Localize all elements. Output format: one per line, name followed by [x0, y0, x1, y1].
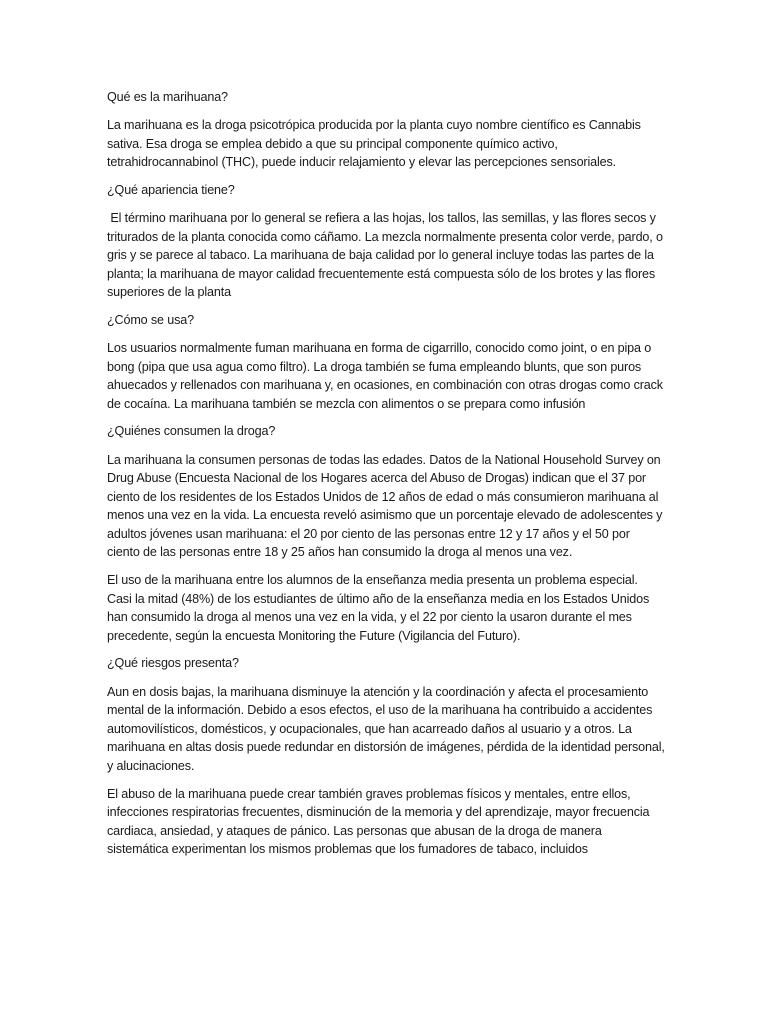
section-heading-quienes-consumen: ¿Quiénes consumen la droga? [107, 424, 276, 439]
section-heading-que-es: Qué es la marihuana? [107, 90, 228, 104]
paragraph-ensenanza-media: El uso de la marihuana entre los alumnos de la enseñanza media presenta un problema especial. Casi la mitad (48%) de los estudiantes de último año de la enseñanza media en los Estados Unidos han consumido la droga al menos una vez en la vida, y el 22 por ciento la usaron durante el mes precedente, según la encuesta Monitoring the Future (Vigilancia del Futuro). [107, 573, 650, 643]
paragraph-definicion: La marihuana es la droga psicotrópica producida por la planta cuyo nombre científico es Cannabis sativa. Esa droga se emplea debido a que su principal componente químico activo, tetrahidrocannabinol (THC), puede inducir relajamiento y elevar las percepciones sensoriales. [107, 118, 641, 170]
section-heading-como-se-usa: ¿Cómo se usa? [107, 312, 194, 327]
paragraph-riesgos-abuso: El abuso de la marihuana puede crear también graves problemas físicos y mentales, entre ellos, infecciones respiratorias frecuentes, disminución de la memoria y del aprendizaje, mayor frecuencia cardiaca, ansiedad, y ataques de pánico. Las personas que abusan de la droga de manera sistemática experimentan los mismos problemas que los fumadores de tabaco, incluidos [107, 786, 650, 857]
document-page [107, 88, 665, 868]
paragraph-apariencia: El término marihuana por lo general se refiera a las hojas, los tallos, las semillas, y las flores secos y triturados de la planta conocida como cáñamo. La mezcla normalmente presenta color verde, pardo, o gris y se parece al tabaco. La marihuana de baja calidad por lo general incluye todas las partes de la planta; la marihuana de mayor calidad frecuentemente está compuesta sólo de los brotes y las flores superiores de la planta [107, 210, 667, 300]
paragraph-consumo-edades: La marihuana la consumen personas de todas las edades. Datos de la National Household Survey on Drug Abuse (Encuesta Nacional de los Hogares acerca del Abuso de Drogas) indican que el 37 por ciento de los residentes de los Estados Unidos de 12 años de edad o más consumieron marihuana al menos una vez en la vida. La encuesta reveló asimismo que un porcentaje elevado de adolescentes y adultos jóvenes usan marihuana: el 20 por ciento de las personas entre 12 y 17 años y el 50 por ciento de las personas entre 18 y 25 años han consumido la droga al menos una vez. [107, 452, 663, 560]
paragraph-riesgos-dosis: Aun en dosis bajas, la marihuana disminuye la atención y la coordinación y afecta el procesamiento mental de la información. Debido a esos efectos, el uso de la marihuana ha contribuido a accidentes automovilísticos, domésticos, y ocupacionales, que han acarreado daños al usuario y a otros. La marihuana en altas dosis puede redundar en distorsión de imágenes, pérdida de la identidad personal, y alucinaciones. [107, 684, 665, 773]
section-heading-riesgos: ¿Qué riesgos presenta? [107, 656, 239, 671]
paragraph-uso: Los usuarios normalmente fuman marihuana en forma de cigarrillo, conocido como joint, o en pipa o bong (pipa que usa agua como filtro). La droga también se fuma empleando blunts, que son puros ahuecados y rellenados con marihuana y, en ocasiones, en combinación con otras drogas como crack de cocaína. La marihuana también se mezcla con alimentos o se prepara como infusión [107, 341, 663, 411]
section-heading-apariencia: ¿Qué apariencia tiene? [107, 182, 235, 197]
